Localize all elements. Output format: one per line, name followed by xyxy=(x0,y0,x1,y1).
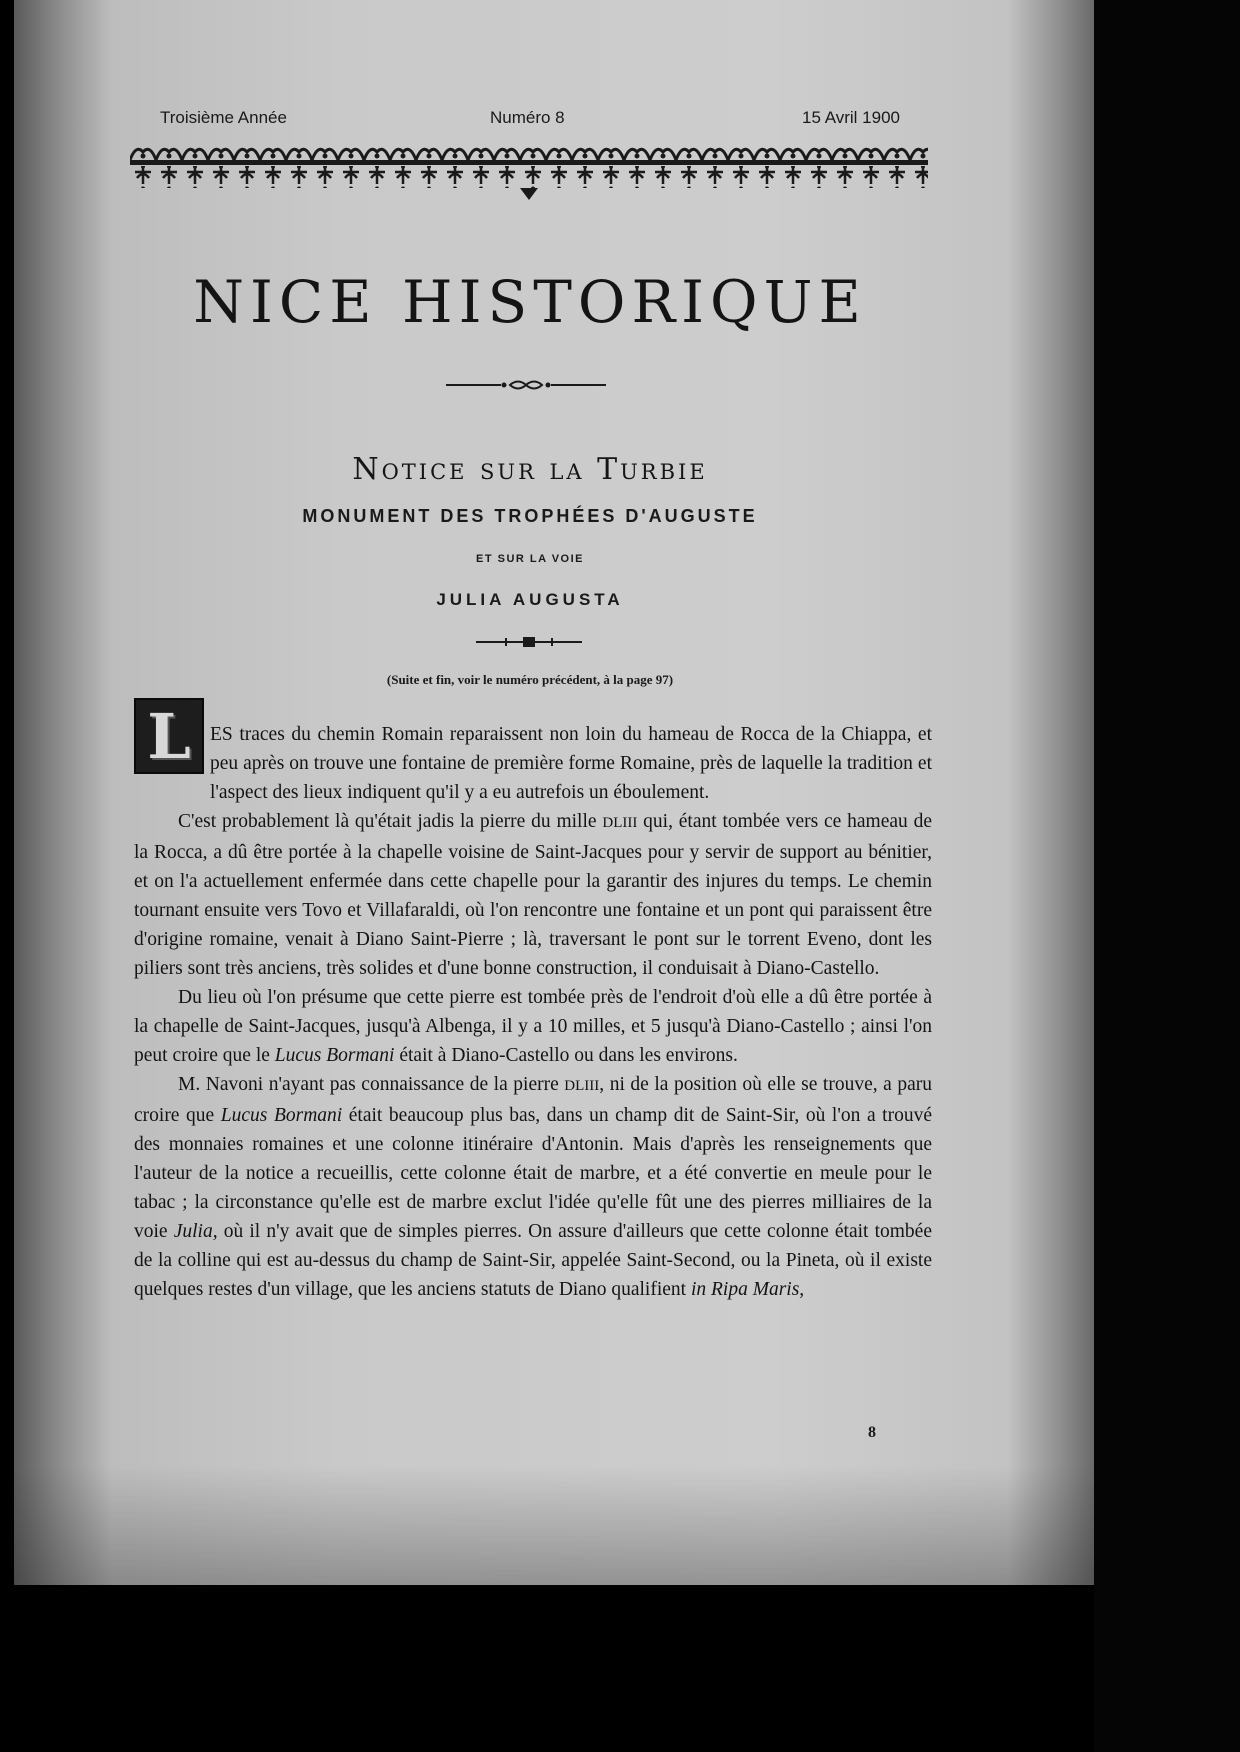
ornamental-border xyxy=(130,142,928,202)
milestone-number: DLIII xyxy=(564,1078,600,1094)
header-issue-number: Numéro 8 xyxy=(490,108,565,127)
journal-masthead: NICE HISTORIQUE xyxy=(193,268,867,336)
paragraph-3 xyxy=(134,983,932,1070)
continuation-note: (Suite et fin, voir le numéro précédent, à la page 97) xyxy=(386,672,674,687)
paragraph-2 xyxy=(134,807,932,983)
paragraph-1: ES traces du chemin Romain reparaissent non loin du hameau de Rocca de la Chiappa, et peu après on trouve une fontaine de première forme Romaine, près de laquelle la tradition et l'aspect des lieux indiquent qu'il y a eu autrefois un éboulement. xyxy=(210,724,932,803)
ornament-pattern xyxy=(130,142,928,202)
latin-term: Lucus Bormani xyxy=(274,1045,395,1066)
masthead-divider xyxy=(446,378,606,392)
paragraph-2-text-cont: qui, étant tombée vers ce hameau de la Rocca, a dû être portée à la chapelle voisine de Saint-Jacques pour y servir de support au bénitier, et on l'a actuellement enfermée dans cette chapelle pour la garantir des injures du temps. Le chemin tournant ensuite vers Tovo et Villafaraldi, où l'on rencontre une fontaine et un pont qui paraissent être d'origine romaine, venait à Diano Saint-Pierre ; là, traversant le pont sur le torrent Eveno, dont les piliers sont très anciens, très solides et d'une bonne construction, il conduisait à Diano-Castello. xyxy=(134,811,932,979)
subtitle-divider xyxy=(476,636,582,648)
article-body xyxy=(134,720,932,1304)
latin-term: in Ripa Maris, xyxy=(690,1279,805,1300)
article-subtitle: MONUMENT DES TROPHÉES D'AUGUSTE xyxy=(302,506,758,526)
paragraph-3-text-cont: était à Diano-Castello ou dans les environs. xyxy=(394,1045,738,1066)
page-number: 8 xyxy=(868,1424,876,1441)
paragraph-2-text: C'est probablement là qu'était jadis la pierre du mille xyxy=(178,811,603,832)
paragraph-4-text: M. Navoni n'ayant pas connaissance de la pierre xyxy=(178,1074,565,1095)
paragraph-4-text-cont: où il n'y avait que de simples pierres. On assure d'ailleurs que cette colonne était tombée de la colline qui est au-dessus du champ de Saint-Sir, appelée Saint-Second, ou la Pineta, où il existe quelques restes d'un village, que les anciens statuts de Diano qualifient xyxy=(134,1221,932,1300)
latin-term: Julia, xyxy=(173,1221,218,1242)
paragraph-4 xyxy=(134,1070,932,1304)
paragraph-4-text-cont: était beaucoup plus bas, dans un champ dit de Saint-Sir, où l'on a trouvé des monnaies romaines et une colonne itinéraire d'Antonin. Mais d'après les renseignements que l'auteur de la notice a recueillis, cette colonne était de marbre, et a été convertie en meule pour le tabac ; la circonstance qu'elle est de marbre exclut l'idée qu'elle fût une des pierres milliaires de la voie xyxy=(134,1105,932,1242)
drop-cap-letter: L xyxy=(147,699,191,773)
milestone-number: DLIII xyxy=(602,815,638,831)
article-subtitle-connector: ET SUR LA VOIE xyxy=(476,553,584,565)
running-header xyxy=(160,108,900,134)
latin-term: Lucus Bormani xyxy=(220,1105,343,1126)
article-title: Notice sur la Turbie xyxy=(352,452,708,487)
paragraph-4-text-cont: , ni de la position où elle se trouve, a paru croire que xyxy=(134,1074,932,1126)
header-year: Troisième Année xyxy=(160,108,287,127)
article-subtitle-road: JULIA AUGUSTA xyxy=(436,590,624,609)
header-date: 15 Avril 1900 xyxy=(802,108,900,127)
paragraph-3-text: Du lieu où l'on présume que cette pierre est tombée près de l'endroit d'où elle a dû être portée à la chapelle de Saint-Jacques, jusqu'à Albenga, il y a 10 milles, et 5 jusqu'à Diano-Castello ; ainsi l'on peut croire que le xyxy=(134,987,932,1066)
